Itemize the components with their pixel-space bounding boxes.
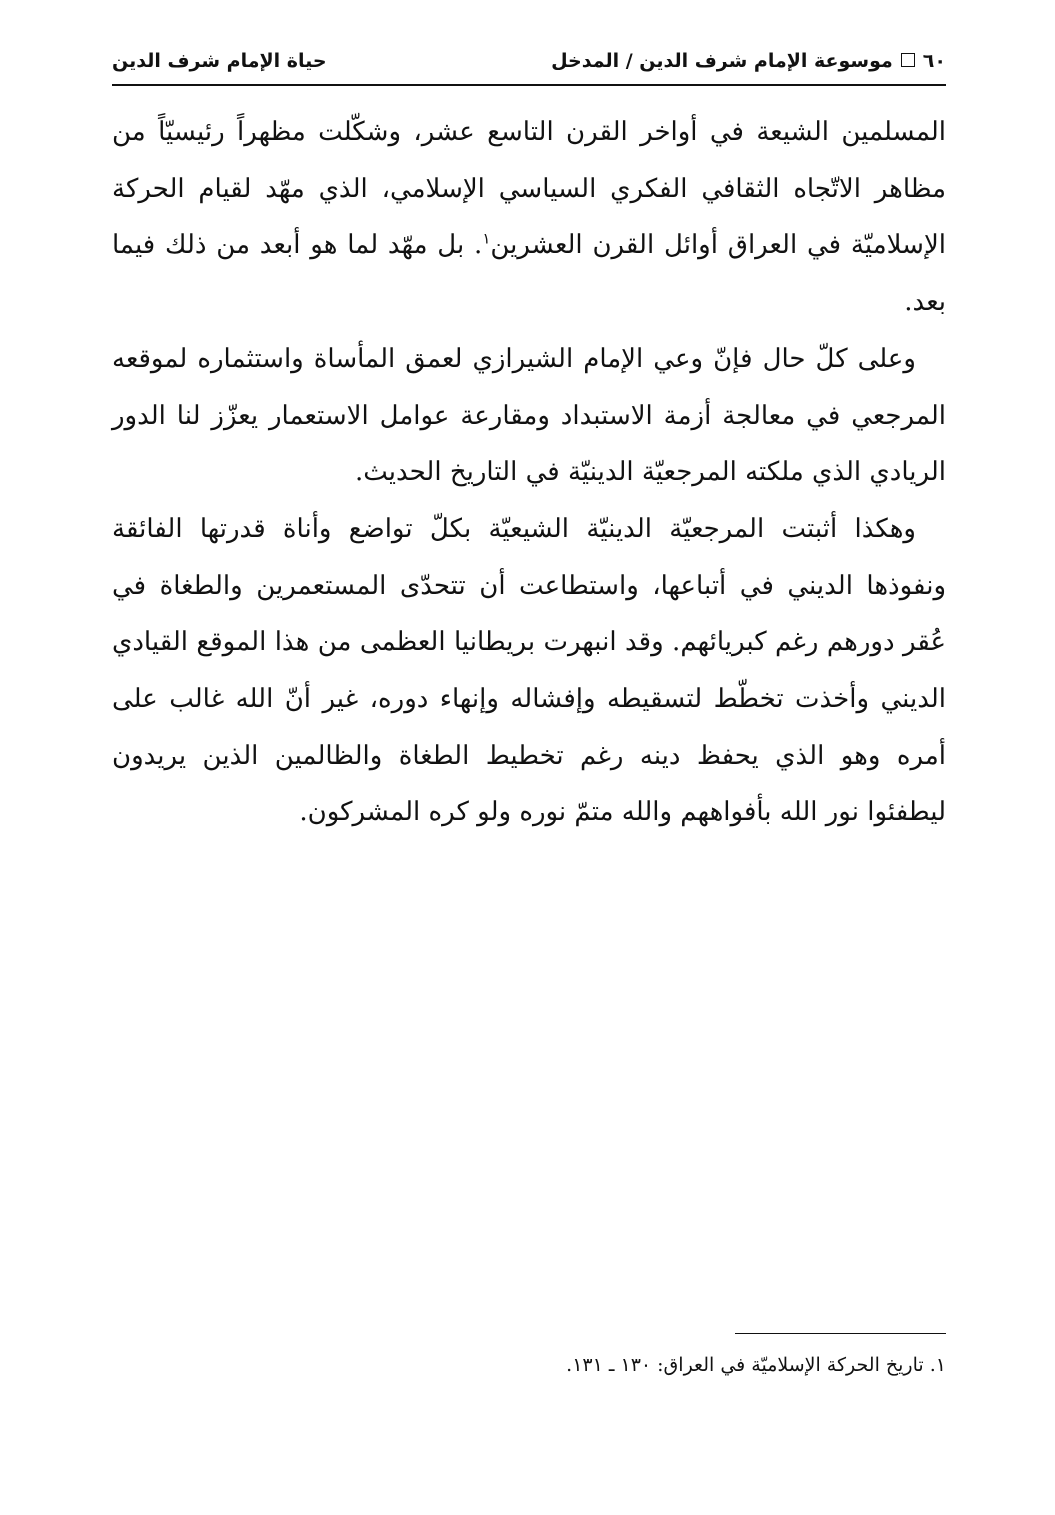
section-title: حياة الإمام شرف الدين [112,50,327,72]
header-divider [112,84,946,86]
footnote-divider [735,1333,946,1334]
paragraph-1-text-end: . بل مهّد لما هو أبعد من ذلك فيما بعد. [112,230,946,318]
paragraph-3: وهكذا أثبتت المرجعيّة الدينيّة الشيعيّة بكلّ تواضع وأناة قدرتها الفائقة ونفوذها الديني في أتباعها، واستطاعت أن تتحدّى المستعمرين والطغاة في عُقر دورهم رغم كبريائهم. وقد انبهرت بريطانيا العظمى من هذا الموقع القيادي الديني وأخذت تخطّط لتسقيطه وإفشاله وإنهاء دوره، غير أنّ الله غالب على أمره وهو الذي يحفظ دينه رغم تخطيط الطغاة والظالمين الذين يريدون ليطفئوا نور الله بأفواههم والله متمّ نوره ولو كره المشركون. [112,513,946,828]
footnote: ١. تاريخ الحركة الإسلاميّة في العراق: ١٣٠ ـ ١٣١. [566,1354,946,1376]
paragraph-1-text: المسلمين الشيعة في أواخر القرن التاسع عشر، وشكّلت مظهراً رئيسيّاً من مظاهر الاتّجاه الثقافي الفكري السياسي الإسلامي، الذي مهّد لقيام الحركة الإسلاميّة في العراق أوائل القرن العشرين [112,117,946,261]
header-right [551,44,946,78]
book-title: موسوعة الإمام شرف الدين / المدخل [551,50,893,72]
square-ornament-icon [901,53,915,67]
paragraph-1 [112,104,946,331]
paragraph-2: وعلى كلّ حال فإنّ وعي الإمام الشيرازي لعمق المأساة واستثماره لموقعه المرجعي في معالجة أزمة الاستبداد ومقارعة عوامل الاستعمار يعزّز لنا الدور الريادي الذي ملكته المرجعيّة الدينيّة في التاريخ الحديث. [112,343,946,488]
body-text [112,104,946,841]
page-number: ٦٠ [922,50,946,72]
running-header [112,44,946,78]
header-left [112,44,327,78]
footnote-reference: ١ [482,229,491,248]
